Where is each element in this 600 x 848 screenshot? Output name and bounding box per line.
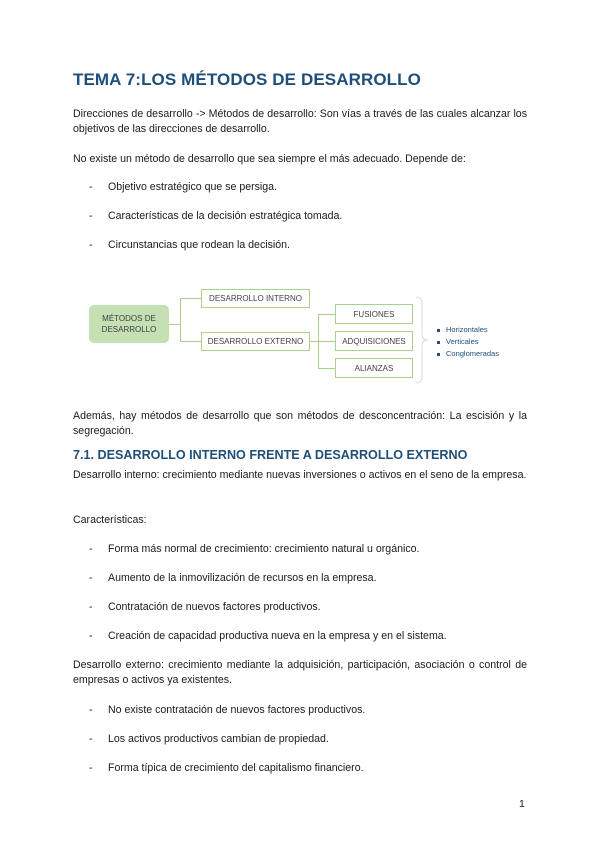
bullet-marker: - [89, 733, 93, 745]
list-item [89, 600, 519, 615]
list-item-text: Aumento de la inmovilización de recursos en la empresa. [108, 572, 377, 584]
connector-line [318, 341, 335, 342]
list-item-text: Forma más normal de crecimiento: crecimiento natural u orgánico. [108, 543, 420, 555]
bullet-marker: - [89, 181, 93, 193]
connector-line [180, 341, 201, 342]
diagram-external-node [201, 332, 310, 351]
list-item-text: Creación de capacidad productiva nueva en la empresa y en el sistema. [108, 630, 447, 642]
list-item-text: No existe contratación de nuevos factores productivos. [108, 704, 366, 716]
connector-line [318, 368, 335, 369]
bullet-marker: - [89, 210, 93, 222]
legend-label: Horizontales [446, 325, 488, 334]
list-item [89, 703, 519, 718]
connector-line [180, 298, 181, 342]
bullet-marker: - [89, 239, 93, 251]
legend-label: Verticales [446, 337, 479, 346]
intro-paragraph: Direcciones de desarrollo -> Métodos de desarrollo: Son vías a través de las cuales alcanzar los objetivos de las direcciones de desarrollo. [73, 108, 527, 135]
bullet-square-icon [437, 353, 440, 356]
connector-line [169, 324, 180, 325]
diagram-child-node [335, 304, 413, 324]
diagram-root-label: MÉTODOS DE DESARROLLO [101, 314, 157, 334]
list-item-text: Contratación de nuevos factores productivos. [108, 601, 321, 613]
bullet-marker: - [89, 704, 93, 716]
bullet-square-icon [437, 329, 440, 332]
diagram-child-node [335, 331, 413, 351]
list-item-text: Forma típica de crecimiento del capitalismo financiero. [108, 762, 364, 774]
list-item [89, 629, 519, 644]
legend-item [437, 325, 488, 334]
diagram-child-label: ALIANZAS [354, 363, 394, 373]
connector-line [180, 298, 201, 299]
diagram-internal-node [201, 289, 310, 308]
diagram-child-node [335, 358, 413, 378]
bullet-square-icon [437, 341, 440, 344]
legend-item [437, 337, 479, 346]
diagram-child-label: FUSIONES [353, 309, 395, 319]
characteristics-label: Características: [73, 514, 147, 526]
bullet-marker: - [89, 543, 93, 555]
legend-item [437, 349, 499, 358]
list-item [89, 542, 519, 557]
deconcentration-paragraph: Además, hay métodos de desarrollo que son métodos de desconcentración: La escisión y la segregación. [73, 410, 527, 437]
connector-line [318, 314, 335, 315]
list-item-text: Los activos productivos cambian de propiedad. [108, 733, 329, 745]
depends-paragraph: No existe un método de desarrollo que sea siempre el más adecuado. Depende de: [73, 153, 466, 165]
list-item-text: Objetivo estratégico que se persiga. [108, 181, 278, 193]
legend-label: Conglomeradas [446, 349, 499, 358]
external-definition: Desarrollo externo: crecimiento mediante la adquisición, participación, asociación o control de empresas o activos ya existentes. [73, 659, 527, 686]
connector-line [310, 341, 318, 342]
page-title: TEMA 7:LOS MÉTODOS DE DESARROLLO [73, 70, 421, 89]
list-item [89, 761, 519, 776]
diagram-internal-label: DESARROLLO INTERNO [209, 294, 302, 303]
section-title: 7.1. DESARROLLO INTERNO FRENTE A DESARROLLO EXTERNO [73, 448, 468, 462]
list-item [89, 732, 519, 747]
bullet-marker: - [89, 601, 93, 613]
internal-definition: Desarrollo interno: crecimiento mediante nuevas inversiones o activos en el seno de la empresa. [73, 469, 527, 481]
page-number: 1 [519, 798, 525, 810]
bullet-marker: - [89, 572, 93, 584]
brace-icon [414, 296, 430, 384]
bullet-marker: - [89, 762, 93, 774]
bullet-marker: - [89, 630, 93, 642]
diagram-external-label: DESARROLLO EXTERNO [207, 337, 304, 346]
list-item-text: Circunstancias que rodean la decisión. [108, 239, 290, 251]
diagram-root-node [89, 305, 169, 343]
list-item [89, 571, 519, 586]
list-item-text: Características de la decisión estratégica tomada. [108, 210, 343, 222]
diagram-child-label: ADQUISICIONES [342, 336, 406, 346]
